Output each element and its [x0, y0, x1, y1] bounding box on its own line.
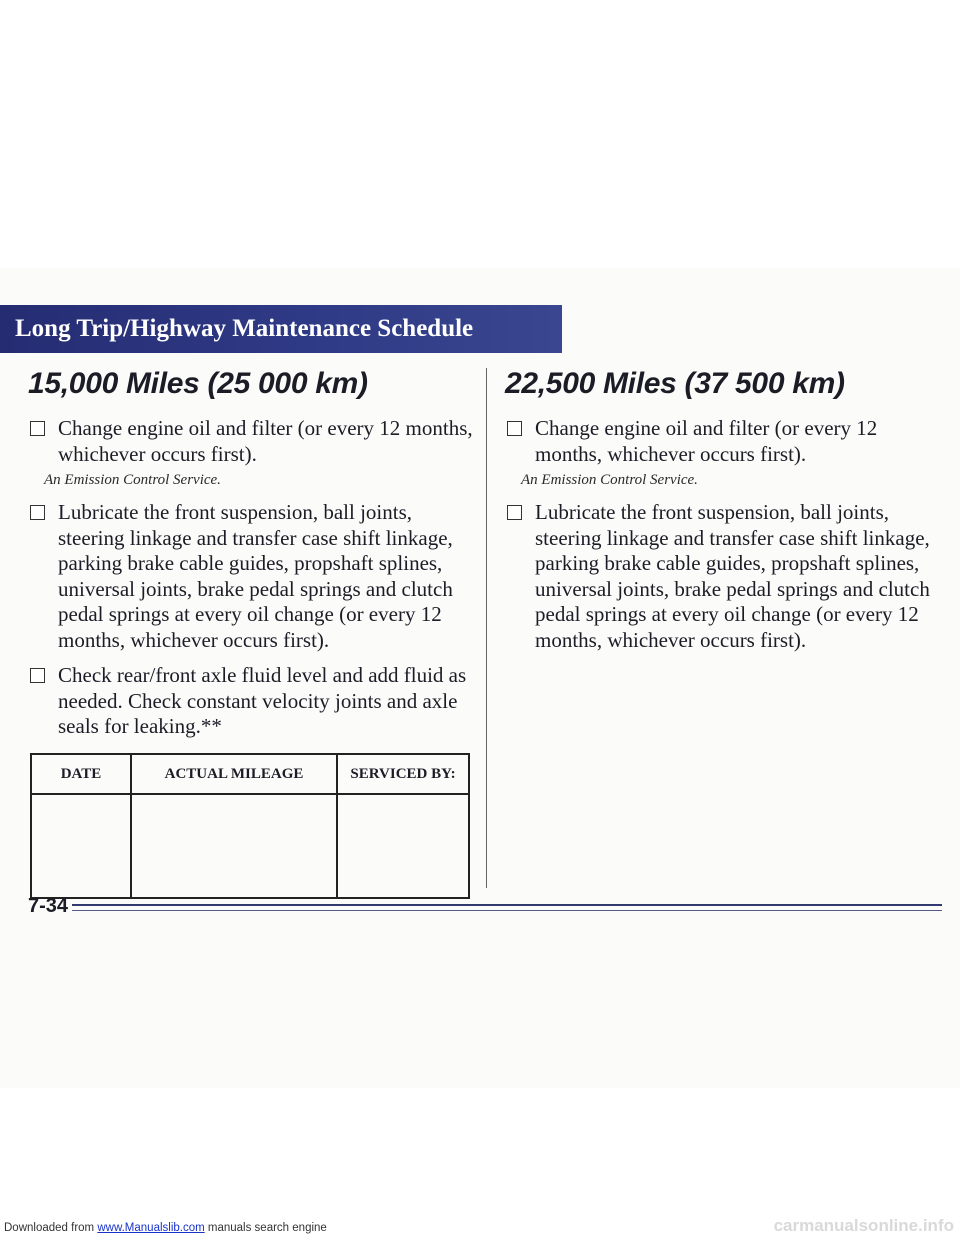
footer-rule: [72, 910, 942, 911]
checkbox-icon[interactable]: [30, 421, 45, 436]
table-header-row: [31, 754, 469, 794]
footer-rule: [72, 904, 942, 906]
manualslib-link[interactable]: www.Manualslib.com: [97, 1222, 205, 1234]
task-item: [28, 500, 474, 653]
checkbox-icon[interactable]: [30, 668, 45, 683]
table-row: [31, 794, 469, 898]
task-item: [505, 416, 935, 467]
column-divider: [486, 368, 487, 888]
checkbox-icon[interactable]: [507, 421, 522, 436]
section-header: Long Trip/Highway Maintenance Schedule: [0, 305, 562, 353]
left-column: [28, 362, 474, 740]
site-watermark: carmanualsonline.info: [773, 1216, 954, 1235]
task-text: Change engine oil and filter (or every 12 months, whichever occurs first).: [58, 416, 473, 466]
task-text: Change engine oil and filter (or every 12 months, whichever occurs first).: [535, 416, 878, 466]
task-item: [28, 663, 474, 740]
mileage-heading-left: 15,000 Miles (25 000 km): [28, 367, 368, 400]
task-text: Check rear/front axle fluid level and add fluid as needed. Check constant velocity joints and axle seals for leaking.**: [58, 663, 467, 738]
column-header-date: DATE: [31, 754, 131, 794]
serviced-by-cell[interactable]: [337, 794, 469, 898]
date-cell[interactable]: [31, 794, 131, 898]
mileage-cell[interactable]: [131, 794, 337, 898]
checkbox-icon[interactable]: [30, 505, 45, 520]
service-record-table: [30, 753, 470, 899]
download-credit: [4, 1222, 327, 1234]
credit-prefix: Downloaded from: [4, 1222, 98, 1234]
task-item: [505, 500, 935, 653]
task-text: Lubricate the front suspension, ball joints, steering linkage and transfer case shift linkage, parking brake cable guides, propshaft splines, universal joints, brake pedal springs and clutch pedal springs at every oil change (or every 12 months, whichever occurs first).: [58, 500, 453, 652]
task-item: [28, 416, 474, 467]
right-column: [505, 362, 935, 653]
checkbox-icon[interactable]: [507, 505, 522, 520]
emission-note: An Emission Control Service.: [521, 472, 698, 488]
column-header-serviced-by: SERVICED BY:: [337, 754, 469, 794]
page-number: 7-34: [28, 895, 69, 917]
column-header-mileage: ACTUAL MILEAGE: [131, 754, 337, 794]
credit-suffix: manuals search engine: [204, 1222, 327, 1234]
mileage-heading-right: 22,500 Miles (37 500 km): [505, 367, 845, 400]
task-text: Lubricate the front suspension, ball joints, steering linkage and transfer case shift linkage, parking brake cable guides, propshaft splines, universal joints, brake pedal springs and clutch pedal springs at every oil change (or every 12 months, whichever occurs first).: [535, 500, 930, 652]
emission-note: An Emission Control Service.: [44, 472, 221, 488]
